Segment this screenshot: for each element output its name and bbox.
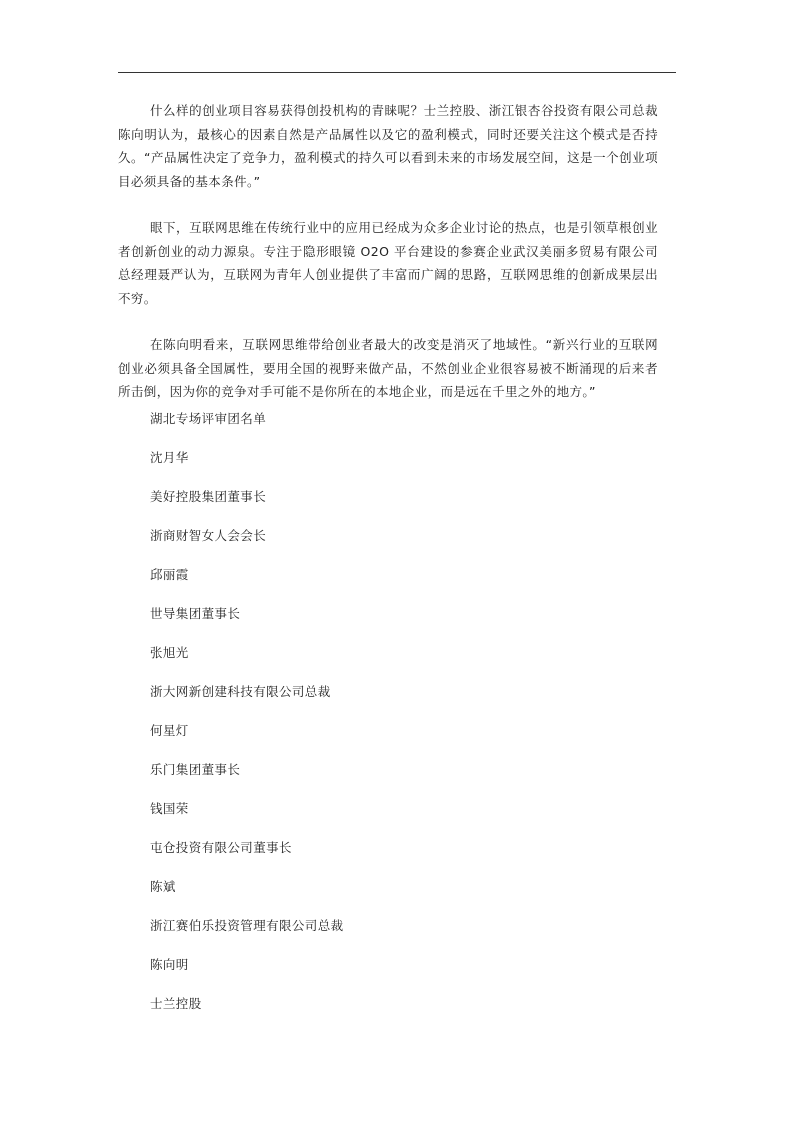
paragraph-2: 眼下，互联网思维在传统行业中的应用已经成为众多企业讨论的热点，也是引领草根创业者创新创业的动力源泉。专注于隐形眼镜 O2O 平台建设的参赛企业武汉美丽多贸易有限公司总经理聂严认为，互联网为青年人创业提供了丰富而广阔的思路，互联网思维的创新成果层出不穷。 (118, 220, 658, 306)
list-heading: 湖北专场评审团名单 (150, 411, 267, 426)
list-item: 士兰控股 (150, 996, 202, 1011)
paragraph-1: 什么样的创业项目容易获得创投机构的青睐呢？士兰控股、浙江银杏谷投资有限公司总裁陈向明认为，最核心的因素自然是产品属性以及它的盈利模式，同时还要关注这个模式是否持久。“产品属性决定了竞争力，盈利模式的持久可以看到未来的市场发展空间，这是一个创业项目必须具备的基本条件。” (118, 103, 658, 189)
list-item: 陈斌 (150, 879, 176, 894)
jury-list (150, 408, 344, 1032)
list-item: 邱丽霞 (150, 567, 189, 582)
header-rule (118, 72, 676, 73)
list-item: 乐门集团董事长 (150, 762, 241, 777)
list-item: 陈向明 (150, 957, 189, 972)
list-item: 美好控股集团董事长 (150, 489, 267, 504)
list-item: 屯仓投资有限公司董事长 (150, 840, 292, 855)
list-item: 何星灯 (150, 723, 189, 738)
list-item: 钱国荣 (150, 801, 189, 816)
paragraph-3: 在陈向明看来，互联网思维带给创业者最大的改变是消灭了地域性。“新兴行业的互联网创业必须具备全国属性，要用全国的视野来做产品，不然创业企业很容易被不断涌现的后来者所击倒，因为你的竞争对手可能不是你所在的本地企业，而是远在千里之外的地方。” (118, 337, 658, 399)
list-item: 浙商财智女人会会长 (150, 528, 267, 543)
list-item: 浙大网新创建科技有限公司总裁 (150, 684, 331, 699)
list-item: 浙江赛伯乐投资管理有限公司总裁 (150, 918, 344, 933)
list-item: 张旭光 (150, 645, 189, 660)
list-item: 沈月华 (150, 450, 189, 465)
article-body (118, 99, 658, 427)
list-item: 世导集团董事长 (150, 606, 241, 621)
